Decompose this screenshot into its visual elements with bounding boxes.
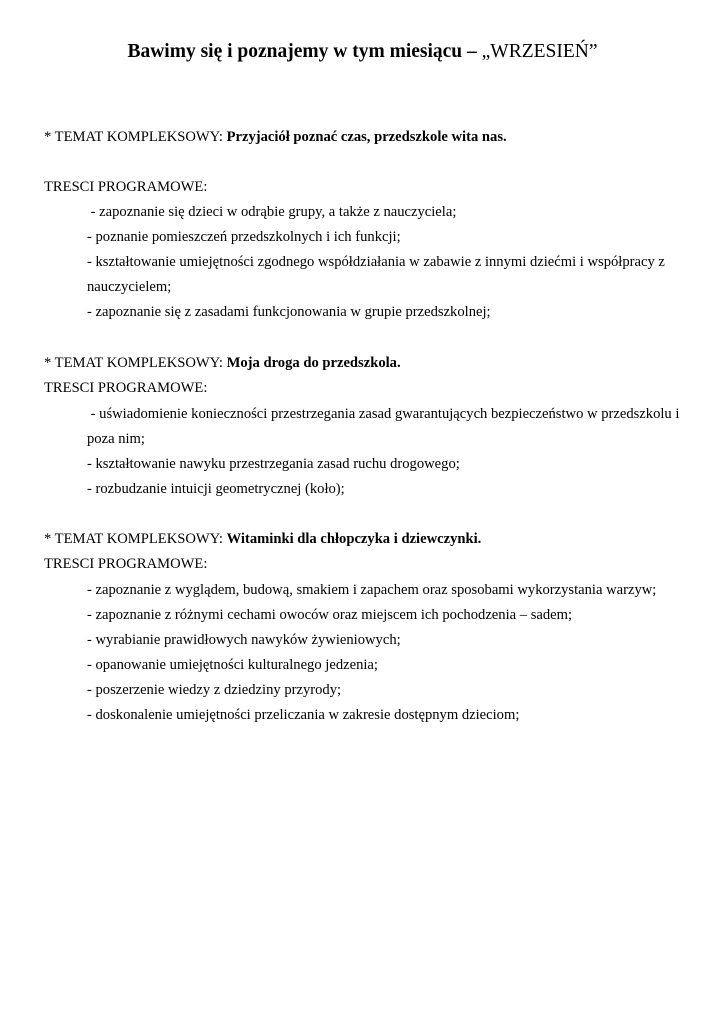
- section-2-theme: [44, 354, 401, 372]
- section-3-item: - poszerzenie wiedzy z dziedziny przyrody;: [87, 682, 342, 698]
- section-1-theme-title: Przyjaciół poznać czas, przedszkole wita nas.: [226, 129, 507, 145]
- section-1-item-continuation: nauczycielem;: [87, 279, 172, 295]
- section-1-item: - zapoznanie się dzieci w odrąbie grupy, a także z nauczyciela;: [87, 204, 457, 220]
- section-3-item: - zapoznanie z wyglądem, budową, smakiem i zapachem oraz sposobami wykorzystania warzyw;: [87, 582, 657, 598]
- section-3-item: - zapoznanie z różnymi cechami owoców oraz miejscem ich pochodzenia – sadem;: [87, 607, 573, 623]
- section-3-item: - wyrabianie prawidłowych nawyków żywieniowych;: [87, 632, 401, 648]
- section-3-theme-prefix: * TEMAT KOMPLEKSOWY:: [44, 531, 227, 547]
- section-2-item: - rozbudzanie intuicji geometrycznej (koło);: [87, 481, 345, 497]
- section-1-theme-prefix: * TEMAT KOMPLEKSOWY:: [44, 129, 227, 145]
- section-2-item-continuation: poza nim;: [87, 431, 145, 447]
- section-2-theme-title: Moja droga do przedszkola.: [226, 355, 401, 371]
- section-1-content-label: TRESCI PROGRAMOWE:: [44, 179, 208, 195]
- section-2-item: - kształtowanie nawyku przestrzegania zasad ruchu drogowego;: [87, 456, 460, 472]
- section-1-item: - poznanie pomieszczeń przedszkolnych i ich funkcji;: [87, 229, 401, 245]
- section-3-theme: [44, 530, 481, 548]
- section-3-item: - opanowanie umiejętności kulturalnego jedzenia;: [87, 657, 378, 673]
- section-1-theme: [44, 128, 507, 146]
- section-2-item: - uświadomienie konieczności przestrzegania zasad gwarantujących bezpieczeństwo w przedszkolu i: [87, 406, 680, 422]
- page-title-main: Bawimy się i poznajemy w tym miesiącu –: [127, 41, 482, 62]
- section-3-item: - doskonalenie umiejętności przeliczania w zakresie dostępnym dzieciom;: [87, 707, 520, 723]
- section-2-theme-prefix: * TEMAT KOMPLEKSOWY:: [44, 355, 227, 371]
- section-3-content-label: TRESCI PROGRAMOWE:: [44, 556, 208, 572]
- section-1-item: - zapoznanie się z zasadami funkcjonowania w grupie przedszkolnej;: [87, 304, 491, 320]
- page-title-month: „WRZESIEŃ”: [481, 41, 598, 62]
- section-3-theme-title: Witaminki dla chłopczyka i dziewczynki.: [226, 531, 482, 547]
- section-1-item: - kształtowanie umiejętności zgodnego współdziałania w zabawie z innymi dziećmi i współpracy z: [87, 254, 665, 270]
- page-title: [0, 40, 725, 64]
- section-2-content-label: TRESCI PROGRAMOWE:: [44, 380, 208, 396]
